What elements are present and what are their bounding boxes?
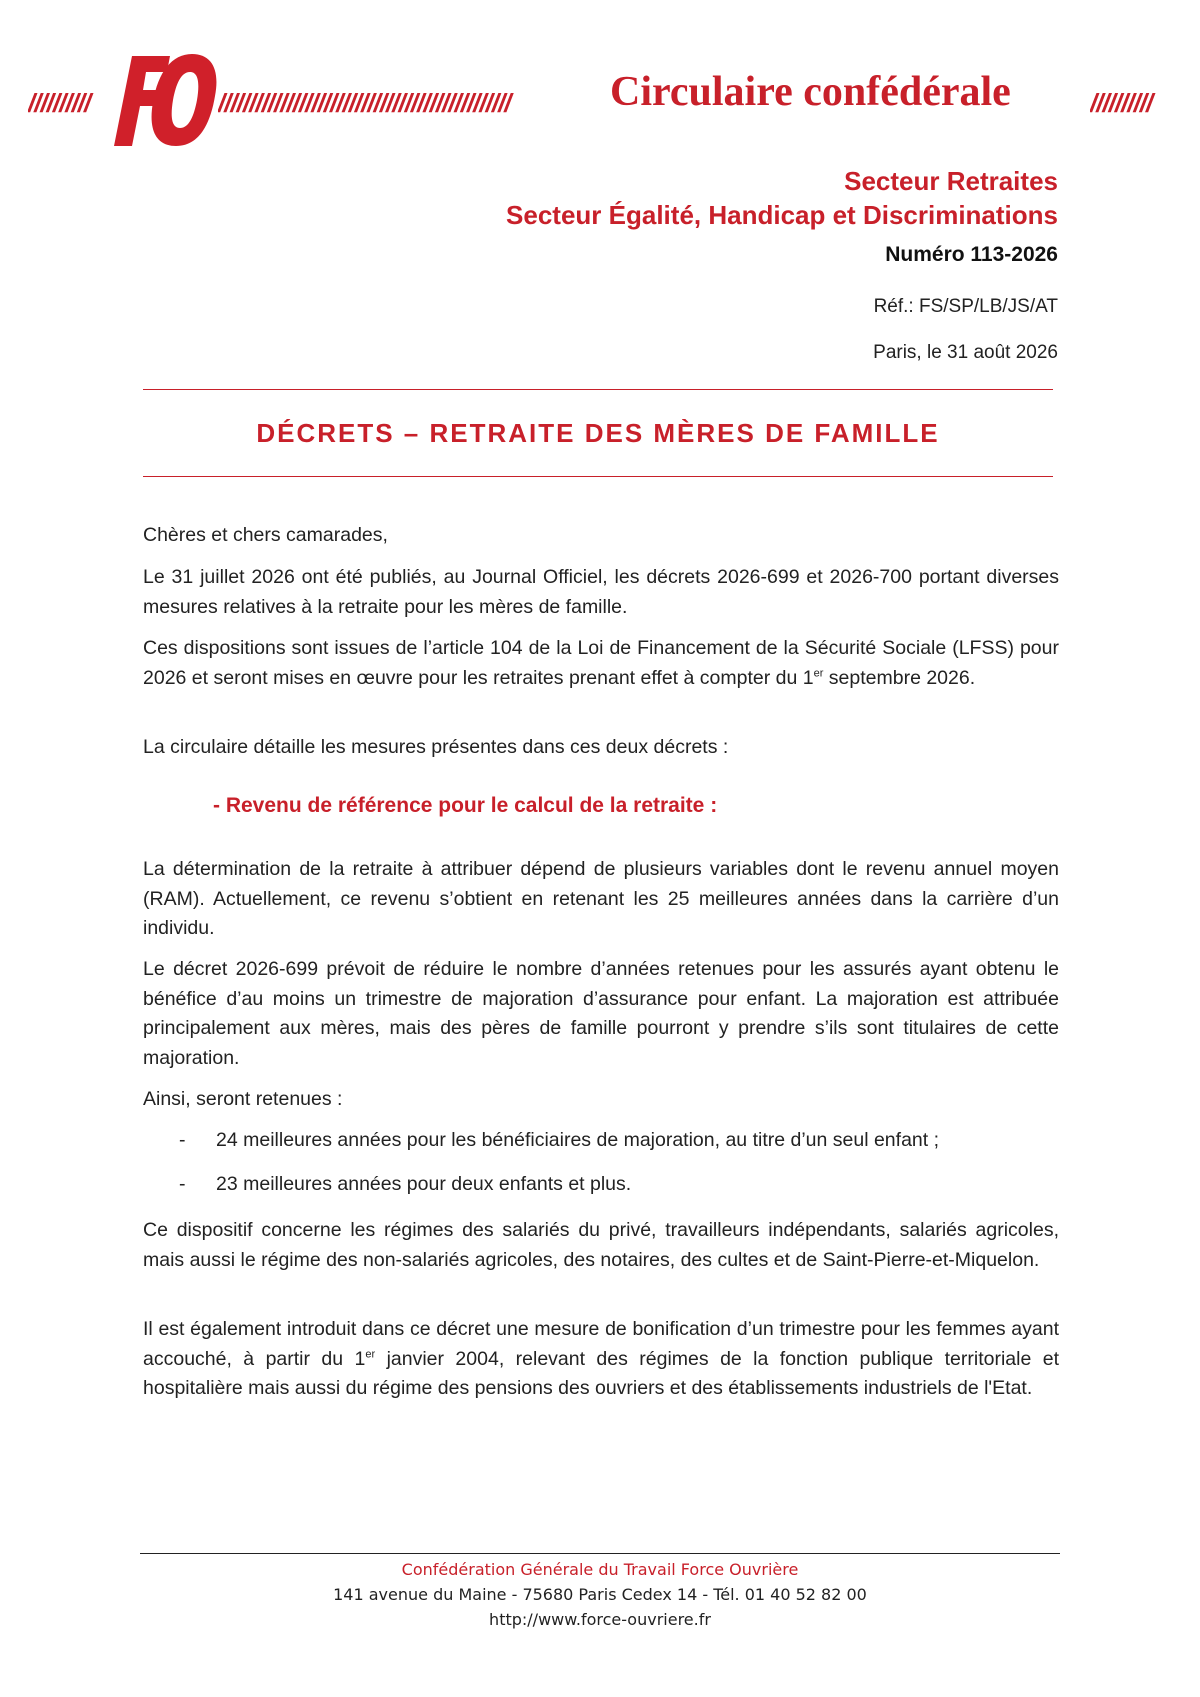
date-line: Paris, le 31 août 2026 [873,342,1058,363]
paragraph-origin [143,634,1059,693]
footer-address: 141 avenue du Maine - 75680 Paris Cedex 14 - Tél. 01 40 52 82 00 [333,1585,867,1604]
sector-egalite: Secteur Égalité, Handicap et Discriminations [506,200,1058,230]
circular-number: Numéro 113-2026 [885,243,1058,266]
paragraph-bonification [143,1315,1059,1404]
letterhead [28,52,1180,152]
paragraph-publication: Le 31 juillet 2026 ont été publiés, au Journal Officiel, les décrets 2026-699 et 2026-700 portant diverses mesures relatives à la retraite pour les mères de famille. [143,566,1059,618]
circulaire-title: Circulaire confédérale [610,69,1011,115]
footer-website-link[interactable]: http://www.force-ouvriere.fr [489,1610,711,1629]
superscript-er: er [365,1348,376,1360]
footer-organization: Confédération Générale du Travail Force Ouvrière [401,1560,799,1579]
hatch-decoration-left: ////////// [28,88,91,118]
title-rule-bottom [143,476,1053,477]
document-title: DÉCRETS – RETRAITE DES MÈRES DE FAMILLE [256,418,940,448]
paragraph-origin-end: septembre 2026. [823,666,976,689]
section-heading: - Revenu de référence pour le calcul de la retraite : [213,794,718,817]
greeting: Chères et chers camarades, [143,524,388,546]
paragraph-list-intro: Ainsi, seront retenues : [143,1088,343,1110]
reference: Réf.: FS/SP/LB/JS/AT [873,296,1058,317]
list-item-text: 23 meilleures années pour deux enfants et plus. [216,1173,632,1195]
paragraph-ram: La détermination de la retraite à attribuer dépend de plusieurs variables dont le revenu annuel moyen (RAM). Actuellement, ce revenu s’obtient en retenant les 25 meilleures années dans la carrière d’un individu. [143,858,1059,939]
paragraph-origin-text: Ces dispositions sont issues de l’article 104 de la Loi de Financement de la Sécurité Sociale (LFSS) pour 2026 et seront mises en œuvre pour les retraites prenant effet à compter du 1 [143,637,1059,689]
list-item-text: 24 meilleures années pour les bénéficiaires de majoration, au titre d’un seul enfant ; [216,1129,940,1151]
paragraph-intro: La circulaire détaille les mesures présentes dans ces deux décrets : [143,736,729,758]
hatch-decoration-right: ////////// [1090,88,1153,118]
paragraph-regimes: Ce dispositif concerne les régimes des salariés du privé, travailleurs indépendants, salariés agricoles, mais aussi le régime des non-salariés agricoles, des notaires, des cultes et de Saint-Pierre-et-Miquelon. [143,1219,1059,1271]
superscript-er: er [813,667,824,679]
fo-logo [110,52,220,148]
hatch-decoration-middle: /////////////////////////////////////////////// [218,88,511,118]
list-dash: - [179,1173,186,1195]
title-rule-top [143,389,1053,390]
footer-rule [140,1553,1060,1554]
sector-retraites: Secteur Retraites [844,166,1058,196]
list-dash: - [179,1129,186,1151]
paragraph-bonification-text: Il est également introduit dans ce décret une mesure de bonification d’un trimestre pour les femmes ayant accouché, à partir du 1 [143,1318,1059,1370]
paragraph-decree-699: Le décret 2026-699 prévoit de réduire le nombre d’années retenues pour les assurés ayant obtenu le bénéfice d’au moins un trimestre de majoration d’assurance pour enfant. La majoration est attribuée principalement aux mères, mais des pères de famille pourront y prendre s’ils sont titulaires de cette majoration. [143,958,1059,1069]
paragraph-bonification-end: janvier 2004, relevant des régimes de la fonction publique territoriale et hospitalière mais aussi du régime des pensions des ouvriers et des établissements industriels de l'Etat. [143,1347,1060,1399]
